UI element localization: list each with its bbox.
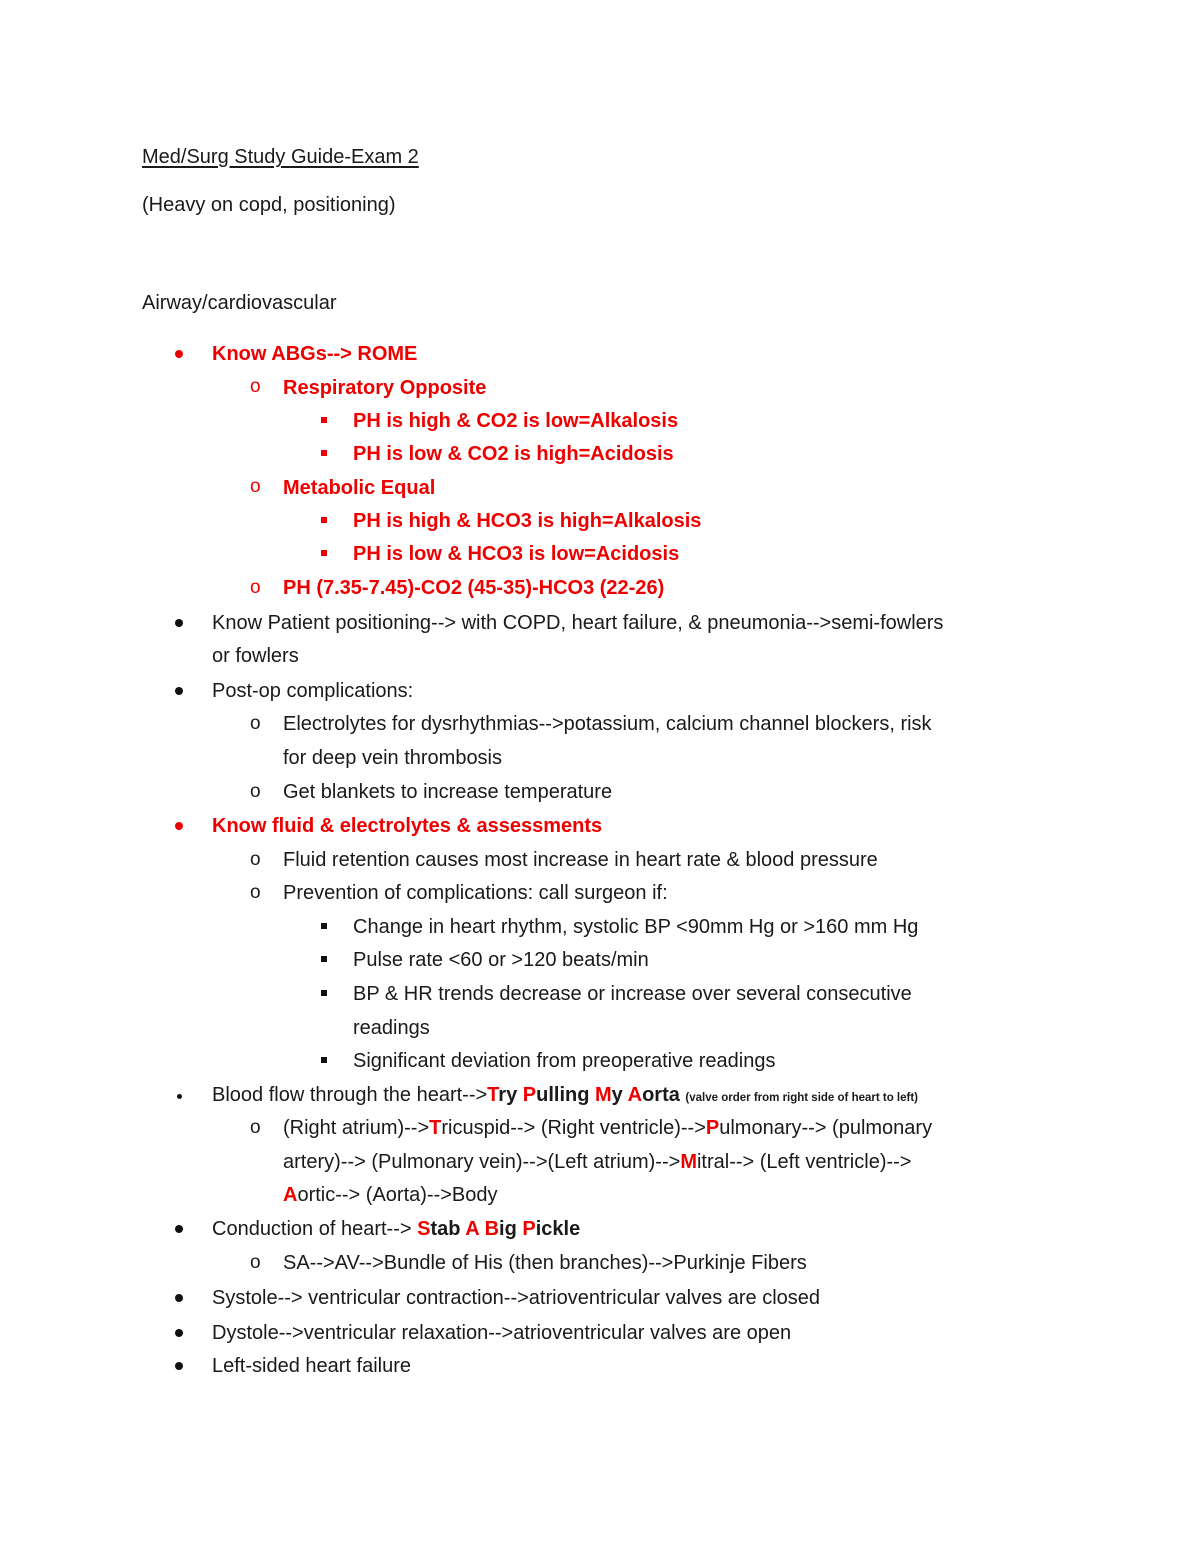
list-item-systole: Systole--> ventricular contraction-->atrioventricular valves are closed — [212, 1287, 821, 1309]
list-item-postop-1-cont: for deep vein thrombosis — [283, 747, 503, 769]
path-text: ulmonary--> (pulmonary — [719, 1117, 933, 1139]
list-item-met-equal: Metabolic Equal — [283, 477, 436, 499]
valve-letter: P — [705, 1117, 720, 1139]
conduction-prefix: Conduction of heart--> — [212, 1218, 418, 1240]
list-item-bloodflow-path-cont — [283, 1150, 911, 1174]
path-text: ortic--> (Aorta)-->Body — [297, 1184, 498, 1206]
list-item-positioning: Know Patient positioning--> with COPD, heart failure, & pneumonia-->semi-fowlers — [212, 612, 944, 634]
bullet-square-icon — [321, 450, 327, 456]
bullet-circle-icon: o — [250, 713, 261, 734]
list-item-fluid-2: Prevention of complications: call surgeon if: — [283, 882, 668, 904]
mnemonic-text: ry — [498, 1084, 523, 1106]
list-item-conduction — [212, 1217, 580, 1241]
mnemonic-text: tab — [430, 1218, 466, 1240]
mnemonic-text: ickle — [535, 1218, 581, 1240]
list-item-fluid-2b: Pulse rate <60 or >120 beats/min — [353, 949, 649, 971]
bullet-disc-icon — [175, 1329, 183, 1337]
bullet-square-icon — [321, 990, 327, 996]
mnemonic-letter: M — [595, 1084, 612, 1106]
list-item-postop-1: Electrolytes for dysrhythmias-->potassium, calcium channel blockers, risk — [283, 713, 932, 735]
document-subtitle: (Heavy on copd, positioning) — [142, 194, 396, 216]
path-text: artery)--> (Pulmonary vein)-->(Left atrium)--> — [283, 1151, 681, 1173]
bullet-square-icon — [321, 956, 327, 962]
list-item-abgs: Know ABGs--> ROME — [212, 343, 418, 365]
mnemonic-letter: B — [484, 1218, 500, 1240]
list-item-dystole: Dystole-->ventricular relaxation-->atrioventricular valves are open — [212, 1322, 792, 1344]
list-item-bloodflow-path-end — [283, 1183, 498, 1207]
mnemonic-letter: A — [465, 1218, 485, 1240]
bullet-circle-icon: o — [250, 781, 261, 802]
bullet-square-icon — [321, 417, 327, 423]
list-item-ranges: PH (7.35-7.45)-CO2 (45-35)-HCO3 (22-26) — [283, 577, 665, 599]
list-item-leftsided: Left-sided heart failure — [212, 1355, 412, 1377]
path-text: (Right atrium)--> — [283, 1117, 430, 1139]
bullet-square-icon — [321, 550, 327, 556]
path-text: itral--> (Left ventricle)--> — [696, 1151, 912, 1173]
valve-letter: T — [429, 1117, 442, 1139]
bullet-square-icon — [321, 1057, 327, 1063]
list-item-positioning-cont: or fowlers — [212, 645, 299, 667]
mnemonic-text: ig — [499, 1218, 523, 1240]
list-item-fluid-2c-cont: readings — [353, 1017, 430, 1039]
bullet-disc-icon — [175, 619, 183, 627]
list-item-resp-2: PH is low & CO2 is high=Acidosis — [353, 443, 674, 465]
section-heading: Airway/cardiovascular — [142, 292, 337, 314]
bullet-circle-icon: o — [250, 849, 261, 870]
mnemonic-letter: T — [487, 1084, 499, 1106]
bullet-circle-icon: o — [250, 376, 261, 397]
list-item-resp-1: PH is high & CO2 is low=Alkalosis — [353, 410, 679, 432]
bullet-disc-icon — [175, 1294, 183, 1302]
bullet-square-icon — [321, 517, 327, 523]
bullet-circle-icon: o — [250, 882, 261, 903]
mnemonic-letter: S — [417, 1218, 431, 1240]
bullet-dot-icon — [177, 1094, 182, 1099]
list-item-postop-2: Get blankets to increase temperature — [283, 781, 613, 803]
list-item-met-2: PH is low & HCO3 is low=Acidosis — [353, 543, 680, 565]
bullet-disc-icon — [175, 687, 183, 695]
bullet-square-icon — [321, 923, 327, 929]
mnemonic-text: y — [611, 1084, 628, 1106]
document-title: Med/Surg Study Guide-Exam 2 — [142, 146, 419, 168]
path-text: ricuspid--> (Right ventricle)--> — [441, 1117, 706, 1139]
mnemonic-letter: P — [522, 1218, 536, 1240]
list-item-fluid-1: Fluid retention causes most increase in heart rate & blood pressure — [283, 849, 878, 871]
bloodflow-note: (valve order from right side of heart to left) — [685, 1092, 919, 1104]
list-item-resp-opposite: Respiratory Opposite — [283, 377, 487, 399]
valve-letter: M — [680, 1151, 697, 1173]
list-item-postop: Post-op complications: — [212, 680, 414, 702]
list-item-bloodflow-path — [283, 1116, 932, 1140]
bullet-circle-icon: o — [250, 1117, 261, 1138]
mnemonic-text: orta — [642, 1084, 680, 1106]
list-item-fluid: Know fluid & electrolytes & assessments — [212, 815, 603, 837]
bullet-disc-icon — [175, 1225, 183, 1233]
valve-letter: A — [283, 1184, 298, 1206]
list-item-conduction-1: SA-->AV-->Bundle of His (then branches)-->Purkinje Fibers — [283, 1252, 807, 1274]
list-item-met-1: PH is high & HCO3 is high=Alkalosis — [353, 510, 702, 532]
mnemonic-text: ulling — [536, 1084, 595, 1106]
bullet-circle-icon: o — [250, 577, 261, 598]
bullet-circle-icon: o — [250, 476, 261, 497]
list-item-fluid-2d: Significant deviation from preoperative readings — [353, 1050, 776, 1072]
list-item-fluid-2a: Change in heart rhythm, systolic BP <90mm Hg or >160 mm Hg — [353, 916, 919, 938]
bullet-disc-icon — [175, 822, 183, 830]
mnemonic-letter: P — [522, 1084, 537, 1106]
bullet-disc-icon — [175, 350, 183, 358]
mnemonic-letter: A — [627, 1084, 643, 1106]
bullet-circle-icon: o — [250, 1252, 261, 1273]
list-item-bloodflow — [212, 1083, 918, 1110]
list-item-fluid-2c: BP & HR trends decrease or increase over several consecutive — [353, 983, 912, 1005]
bullet-disc-icon — [175, 1362, 183, 1370]
bloodflow-prefix: Blood flow through the heart--> — [212, 1084, 488, 1106]
